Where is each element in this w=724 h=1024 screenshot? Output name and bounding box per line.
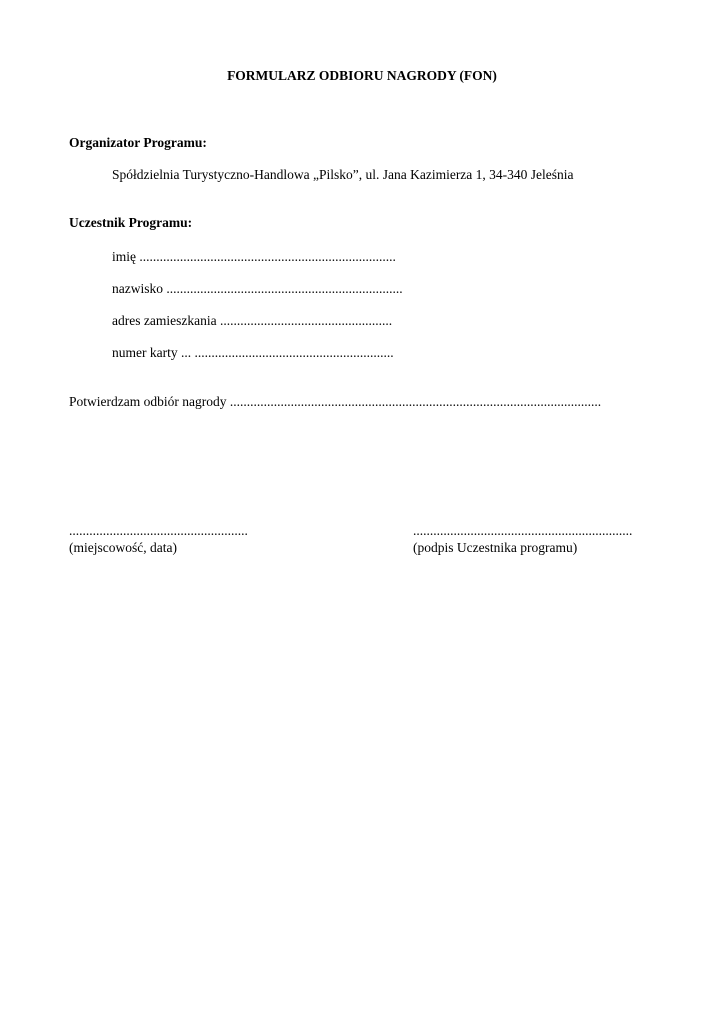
document-title: FORMULARZ ODBIORU NAGRODY (FON) [227, 68, 497, 83]
place-date-label: (miejscowość, data) [69, 540, 177, 555]
signature-label: (podpis Uczestnika programu) [413, 540, 578, 555]
participant-heading: Uczestnik Programu: [69, 215, 193, 230]
place-date-line: ..................................................... [69, 523, 248, 538]
field-last-name: nazwisko ...................................................................... [112, 281, 403, 296]
field-address: adres zamieszkania ................................................... [112, 313, 393, 328]
confirmation-line: Potwierdzam odbiór nagrody .............................................................................................................. [69, 394, 602, 409]
organizer-heading: Organizator Programu: [69, 135, 207, 150]
signature-line: ................................................................. [413, 523, 633, 538]
organizer-details: Spółdzielnia Turystyczno-Handlowa „Pilsko”, ul. Jana Kazimierza 1, 34-340 Jeleśnia [112, 167, 574, 182]
field-card-number: numer karty ... ........................................................... [112, 345, 394, 360]
field-first-name: imię ............................................................................ [112, 249, 396, 264]
